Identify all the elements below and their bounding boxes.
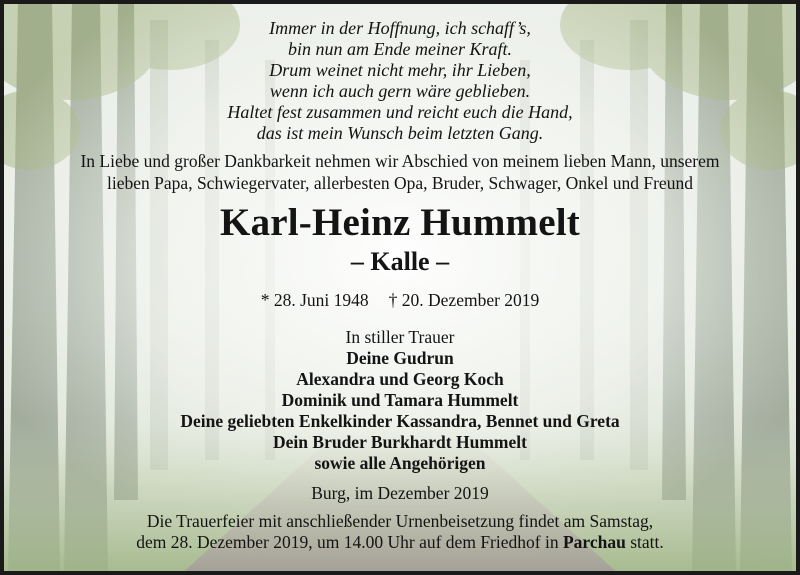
funeral-line <box>0 532 800 553</box>
farewell-text <box>20 150 780 194</box>
cemetery-location: Parchau <box>562 532 626 552</box>
mourner-name: Deine Gudrun <box>346 348 454 368</box>
deceased-name: Karl-Heinz Hummelt <box>220 201 580 244</box>
death-date: † 20. Dezember 2019 <box>388 290 540 310</box>
mourner-name: Deine geliebten Enkelkinder Kassandra, Bennet und Greta <box>180 411 620 431</box>
mourning-heading: In stiller Trauer <box>345 327 455 347</box>
mourners-list <box>0 327 800 474</box>
funeral-details: dem 28. Dezember 2019, um 14.00 Uhr auf dem Friedhof in <box>136 532 563 552</box>
funeral-information <box>0 511 800 553</box>
poem-line: das ist mein Wunsch beim letzten Gang. <box>256 123 544 143</box>
funeral-line: Die Trauerfeier mit anschließender Urnenbeisetzung findet am Samstag, <box>146 511 654 531</box>
funeral-closing: statt. <box>625 532 664 552</box>
life-dates <box>0 289 800 311</box>
farewell-line: lieben Papa, Schwiegervater, allerbesten Opa, Bruder, Schwager, Onkel und Freund <box>107 173 693 193</box>
deceased-nickname: – Kalle – <box>350 247 450 276</box>
poem-line: Drum weinet nicht mehr, ihr Lieben, <box>269 60 531 80</box>
place-and-date: Burg, im Dezember 2019 <box>311 483 489 503</box>
mourner-name: Dein Bruder Burkhardt Hummelt <box>273 432 527 452</box>
mourner-name: Alexandra und Georg Koch <box>296 369 504 389</box>
poem-line: Haltet fest zusammen und reicht euch die Hand, <box>227 102 573 122</box>
poem-line: wenn ich auch gern wäre geblieben. <box>269 81 531 101</box>
poem-line: bin nun am Ende meiner Kraft. <box>288 39 512 59</box>
mourner-name: sowie alle Angehörigen <box>314 453 486 473</box>
poem <box>0 18 800 144</box>
farewell-line: In Liebe und großer Dankbarkeit nehmen wir Abschied von meinem lieben Mann, unserem <box>80 151 720 171</box>
birth-date: * 28. Juni 1948 <box>260 290 369 310</box>
poem-line: Immer in der Hoffnung, ich schaff’s, <box>269 18 531 38</box>
mourner-name: Dominik und Tamara Hummelt <box>281 390 519 410</box>
